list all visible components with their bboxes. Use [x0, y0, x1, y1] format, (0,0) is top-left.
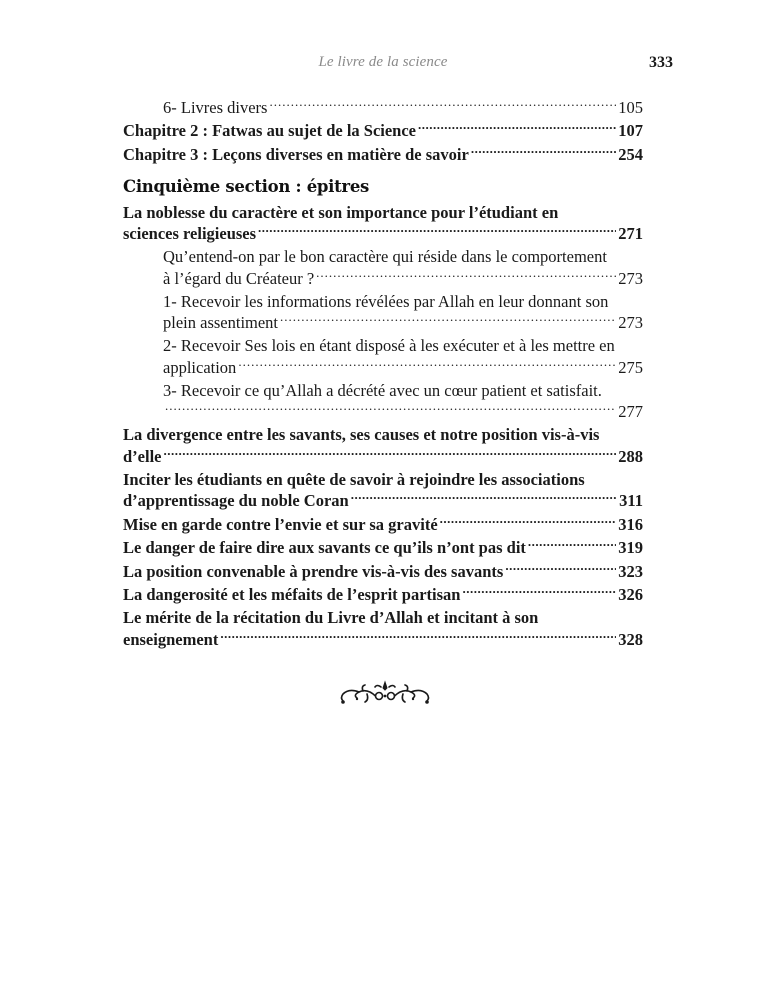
- dot-leader: [505, 560, 616, 577]
- dot-leader: [528, 537, 616, 554]
- toc-entry-leader-row: [163, 356, 643, 378]
- toc-entry-text: Le danger de faire dire aux savants ce qu’ils n’ont pas dit: [123, 538, 526, 557]
- toc-entry-leader-row: [123, 513, 643, 535]
- toc-entry: [123, 513, 643, 535]
- toc-entry-leader-row: [123, 490, 643, 512]
- toc-entry-text: La divergence entre les savants, ses causes et notre position vis-à-vis: [123, 425, 600, 444]
- toc-entry-leader-row: [123, 584, 643, 606]
- toc-page-number: 277: [618, 402, 643, 421]
- dot-leader: [220, 628, 616, 645]
- dot-leader: [462, 584, 616, 601]
- dot-leader: [440, 513, 617, 530]
- dot-leader: [165, 401, 616, 418]
- toc-entry-text: Chapitre 3 : Leçons diverses en matière de savoir: [123, 144, 469, 164]
- toc-entry-text: Le mérite de la récitation du Livre d’Allah et incitant à son: [123, 608, 539, 627]
- toc-page-number: 323: [618, 561, 643, 581]
- toc-page-number: 273: [618, 313, 643, 332]
- toc-entry-text: plein assentiment: [163, 313, 279, 332]
- table-of-contents: [123, 96, 643, 652]
- dot-leader: [164, 445, 617, 462]
- toc-entry-text: à l’égard du Créateur ?: [163, 268, 315, 288]
- toc-page-number: 326: [618, 585, 643, 604]
- toc-entry: [123, 143, 643, 165]
- toc-entry: [123, 469, 643, 512]
- toc-entry-text: d’apprentissage du noble Coran: [123, 491, 349, 510]
- toc-entry: [123, 96, 643, 118]
- dot-leader: [351, 490, 617, 507]
- toc-top-entries: [123, 96, 643, 165]
- toc-entry-text: 3- Recevoir ce qu’Allah a décrété avec un cœur patient et satisfait.: [163, 380, 602, 400]
- toc-entry-text: Mise en garde contre l’envie et sur sa gravité: [123, 514, 438, 534]
- toc-entry: [123, 424, 643, 467]
- dot-leader: [269, 96, 616, 113]
- toc-entry-leader-row: [123, 537, 643, 559]
- toc-entry-text: Qu’entend-on par le bon caractère qui réside dans le comportement: [163, 247, 607, 266]
- toc-entry-leader-row: [163, 267, 643, 289]
- toc-entry: [123, 291, 643, 334]
- toc-entry-text: La dangerosité et les méfaits de l’esprit partisan: [123, 585, 461, 604]
- toc-entry-leader-row: [123, 223, 643, 245]
- toc-entry-text: sciences religieuses: [123, 224, 257, 243]
- toc-entry: [123, 607, 643, 650]
- toc-page-number: 273: [618, 268, 643, 288]
- toc-page-number: 105: [618, 97, 643, 117]
- dot-leader: [471, 143, 616, 160]
- toc-page-number: 275: [618, 357, 643, 377]
- toc-page-number: 328: [618, 629, 643, 649]
- dot-leader: [258, 223, 616, 240]
- toc-section-entries: [123, 202, 643, 650]
- toc-entry-text: d’elle: [123, 446, 162, 466]
- toc-entry-leader-row: [123, 560, 643, 582]
- toc-entry-leader-row: [123, 445, 643, 467]
- toc-page-number: 316: [618, 514, 643, 534]
- toc-entry: [123, 202, 643, 245]
- toc-page-number: 319: [618, 538, 643, 557]
- dot-leader: [418, 120, 616, 137]
- running-header: [123, 54, 673, 76]
- toc-entry-text: 1- Recevoir les informations révélées par Allah en leur donnant son: [163, 291, 609, 311]
- toc-entry-text: application: [163, 357, 237, 377]
- toc-entry-text: La noblesse du caractère et son importance pour l’étudiant en: [123, 202, 559, 222]
- toc-entry-leader-row: [163, 96, 643, 118]
- toc-entry-leader-row: [123, 120, 643, 142]
- dot-leader: [280, 312, 616, 329]
- toc-entry-text: Chapitre 2 : Fatwas au sujet de la Science: [123, 121, 417, 140]
- running-title: Le livre de la science: [318, 54, 448, 70]
- toc-entry-text: 6- Livres divers: [163, 97, 268, 117]
- toc-page-number: 107: [618, 121, 643, 140]
- toc-entry: [123, 560, 643, 582]
- toc-page-number: 271: [618, 224, 643, 243]
- toc-entry-text: enseignement: [123, 629, 219, 649]
- toc-entry: [123, 584, 643, 606]
- dot-leader: [238, 356, 616, 373]
- toc-entry: [123, 380, 643, 423]
- page-number: 333: [649, 54, 673, 71]
- toc-entry: [123, 246, 643, 289]
- toc-entry-text: La position convenable à prendre vis-à-vis des savants: [123, 561, 504, 581]
- section-heading: Cinquième section : épitres: [123, 176, 370, 196]
- toc-entry-leader-row: [163, 401, 643, 423]
- dot-leader: [316, 267, 616, 284]
- toc-page-number: 311: [619, 491, 643, 510]
- toc-entry-text: 2- Recevoir Ses lois en étant disposé à les exécuter et à les mettre en: [163, 336, 615, 355]
- toc-entry: [123, 537, 643, 559]
- toc-entry-leader-row: [163, 312, 643, 334]
- toc-entry: [123, 120, 643, 142]
- toc-entry-text: Inciter les étudiants en quête de savoir à rejoindre les associations: [123, 469, 585, 489]
- toc-entry: [123, 335, 643, 378]
- toc-page-number: 288: [618, 446, 643, 466]
- toc-entry-leader-row: [123, 628, 643, 650]
- toc-entry-leader-row: [123, 143, 643, 165]
- toc-page-number: 254: [618, 144, 643, 164]
- floral-divider-icon: [337, 678, 433, 708]
